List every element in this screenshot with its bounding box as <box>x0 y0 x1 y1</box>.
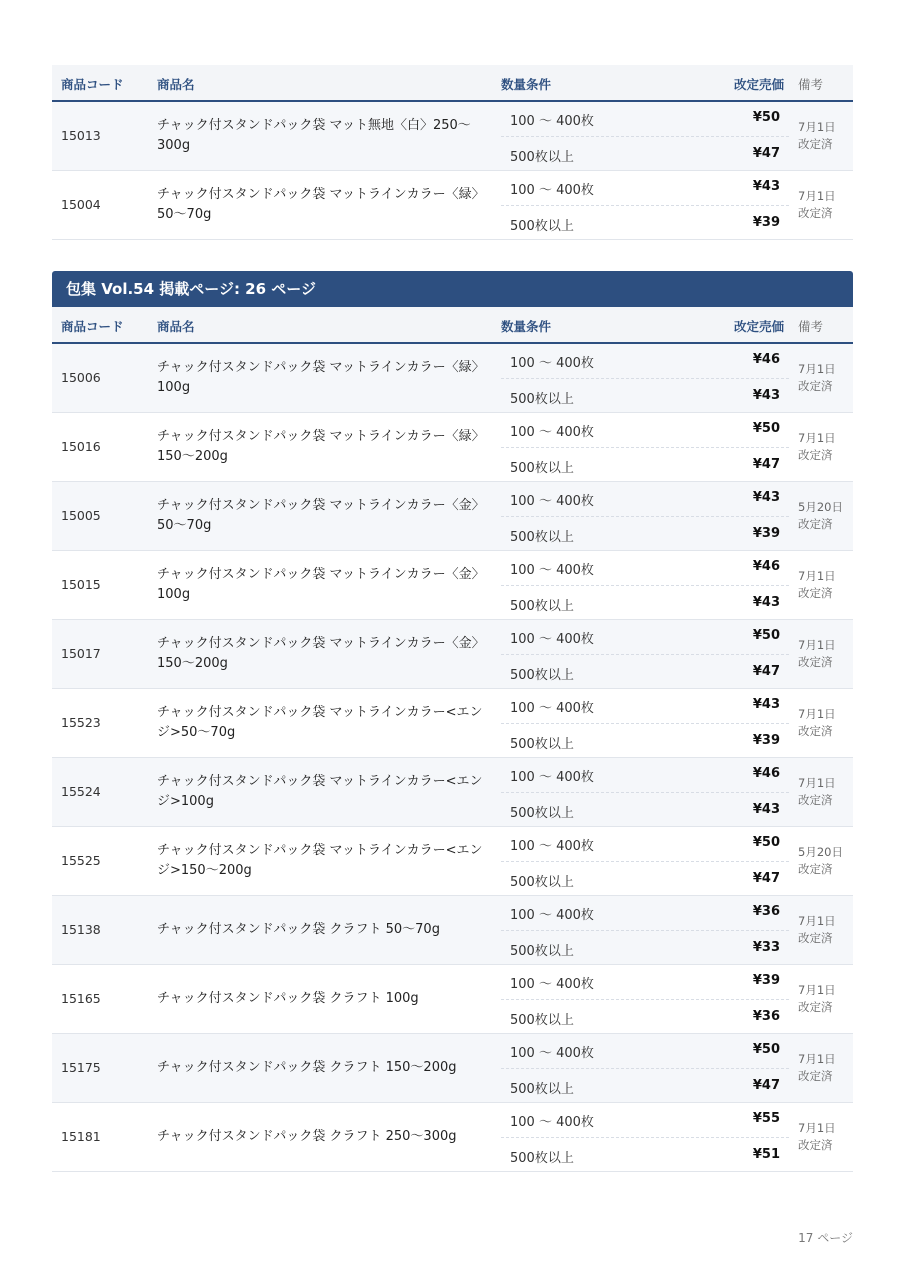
table-row <box>52 1103 853 1172</box>
product-code: 15016 <box>61 439 101 454</box>
revision-date: 7月1日 <box>798 569 836 583</box>
quantity-tier <box>501 482 789 517</box>
quantity-condition: 100 〜 400枚 <box>510 494 594 509</box>
quantity-tier <box>501 896 789 931</box>
revision-status: 改定済 <box>798 448 833 462</box>
table-row <box>52 689 853 758</box>
quantity-condition: 100 〜 400枚 <box>510 1046 594 1061</box>
revised-price: ¥33 <box>752 940 780 955</box>
quantity-condition: 100 〜 400枚 <box>510 1115 594 1130</box>
remarks <box>798 982 836 1016</box>
product-code: 15524 <box>61 784 101 799</box>
product-code: 15165 <box>61 991 101 1006</box>
revision-date: 7月1日 <box>798 638 836 652</box>
quantity-tier <box>501 1034 789 1069</box>
remarks <box>798 775 836 809</box>
quantity-tier <box>501 102 789 137</box>
product-name: チャック付スタンドパック袋 マットラインカラー〈金〉150〜200g <box>157 636 485 671</box>
quantity-condition: 500枚以上 <box>510 944 574 959</box>
revised-price: ¥36 <box>752 904 780 919</box>
product-code: 15006 <box>61 370 101 385</box>
quantity-tier <box>501 723 789 757</box>
remarks <box>798 568 836 602</box>
product-code: 15017 <box>61 646 101 661</box>
quantity-condition: 100 〜 400枚 <box>510 839 594 854</box>
revised-price: ¥43 <box>752 179 780 194</box>
remarks <box>798 913 836 947</box>
quantity-tier <box>501 171 789 206</box>
revised-price: ¥43 <box>752 595 780 610</box>
quantity-condition: 500枚以上 <box>510 392 574 407</box>
revision-status: 改定済 <box>798 724 833 738</box>
table-row <box>52 620 853 689</box>
revision-date: 7月1日 <box>798 914 836 928</box>
remarks <box>798 188 836 222</box>
column-header-price: 改定売価 <box>733 319 784 334</box>
product-name: チャック付スタンドパック袋 マットラインカラー〈金〉100g <box>157 567 485 602</box>
quantity-tier <box>501 447 789 481</box>
column-header-name: 商品名 <box>157 319 195 334</box>
quantity-condition: 100 〜 400枚 <box>510 977 594 992</box>
revision-date: 7月1日 <box>798 776 836 790</box>
product-name: チャック付スタンドパック袋 クラフト 50〜70g <box>157 922 440 937</box>
revised-price: ¥50 <box>752 628 780 643</box>
quantity-condition: 100 〜 400枚 <box>510 114 594 129</box>
quantity-tier <box>501 585 789 619</box>
revised-price: ¥43 <box>752 490 780 505</box>
quantity-condition: 500枚以上 <box>510 530 574 545</box>
quantity-tier <box>501 1137 789 1171</box>
product-code: 15523 <box>61 715 101 730</box>
column-header-qty: 数量条件 <box>501 319 552 334</box>
revised-price: ¥47 <box>752 1078 780 1093</box>
revised-price: ¥50 <box>752 835 780 850</box>
product-code: 15175 <box>61 1060 101 1075</box>
table-row <box>52 758 853 827</box>
product-code: 15013 <box>61 128 101 143</box>
revision-status: 改定済 <box>798 379 833 393</box>
table-column-header <box>52 65 853 102</box>
product-name: チャック付スタンドパック袋 マットラインカラー<エンジ>100g <box>157 774 483 809</box>
table-row <box>52 896 853 965</box>
table-body <box>52 344 853 1172</box>
remarks <box>798 1051 836 1085</box>
table-body <box>52 102 853 240</box>
quantity-condition: 500枚以上 <box>510 875 574 890</box>
quantity-tier <box>501 827 789 862</box>
revision-status: 改定済 <box>798 655 833 669</box>
product-code: 15005 <box>61 508 101 523</box>
revision-date: 5月20日 <box>798 500 843 514</box>
quantity-tier <box>501 344 789 379</box>
revision-status: 改定済 <box>798 1138 833 1152</box>
product-name: チャック付スタンドパック袋 マットラインカラー〈緑〉100g <box>157 360 485 395</box>
quantity-condition: 100 〜 400枚 <box>510 563 594 578</box>
quantity-condition: 100 〜 400枚 <box>510 632 594 647</box>
revised-price: ¥47 <box>752 871 780 886</box>
quantity-tier <box>501 413 789 448</box>
product-code: 15015 <box>61 577 101 592</box>
quantity-condition: 500枚以上 <box>510 150 574 165</box>
price-table-section <box>52 271 853 1172</box>
quantity-condition: 500枚以上 <box>510 806 574 821</box>
quantity-condition: 500枚以上 <box>510 1082 574 1097</box>
quantity-tier <box>501 136 789 170</box>
remarks <box>798 119 836 153</box>
revised-price: ¥39 <box>752 733 780 748</box>
quantity-condition: 100 〜 400枚 <box>510 183 594 198</box>
quantity-condition: 500枚以上 <box>510 1151 574 1166</box>
quantity-condition: 100 〜 400枚 <box>510 425 594 440</box>
column-header-note: 備考 <box>798 77 824 92</box>
revised-price: ¥46 <box>752 766 780 781</box>
quantity-tier <box>501 689 789 724</box>
revision-status: 改定済 <box>798 862 833 876</box>
revised-price: ¥46 <box>752 352 780 367</box>
revised-price: ¥47 <box>752 146 780 161</box>
revision-status: 改定済 <box>798 137 833 151</box>
table-column-header <box>52 307 853 344</box>
quantity-condition: 100 〜 400枚 <box>510 356 594 371</box>
revised-price: ¥36 <box>752 1009 780 1024</box>
quantity-tier <box>501 930 789 964</box>
revised-price: ¥39 <box>752 215 780 230</box>
table-row <box>52 1034 853 1103</box>
product-code: 15138 <box>61 922 101 937</box>
revision-date: 7月1日 <box>798 1121 836 1135</box>
quantity-tier <box>501 1103 789 1138</box>
quantity-condition: 100 〜 400枚 <box>510 701 594 716</box>
remarks <box>798 430 836 464</box>
product-code: 15181 <box>61 1129 101 1144</box>
price-table-continued <box>52 65 853 240</box>
product-name: チャック付スタンドパック袋 クラフト 100g <box>157 991 419 1006</box>
revised-price: ¥47 <box>752 457 780 472</box>
quantity-condition: 500枚以上 <box>510 461 574 476</box>
product-name: チャック付スタンドパック袋 マットラインカラー〈金〉50〜70g <box>157 498 485 533</box>
quantity-condition: 500枚以上 <box>510 737 574 752</box>
remarks <box>798 637 836 671</box>
quantity-tier <box>501 620 789 655</box>
revision-status: 改定済 <box>798 1069 833 1083</box>
table-row <box>52 551 853 620</box>
revised-price: ¥50 <box>752 421 780 436</box>
quantity-tier <box>501 205 789 239</box>
table-row <box>52 965 853 1034</box>
revised-price: ¥39 <box>752 526 780 541</box>
product-name: チャック付スタンドパック袋 マットラインカラー<エンジ>50〜70g <box>157 705 483 740</box>
revised-price: ¥51 <box>752 1147 780 1162</box>
quantity-condition: 500枚以上 <box>510 219 574 234</box>
column-header-qty: 数量条件 <box>501 77 552 92</box>
revision-date: 7月1日 <box>798 431 836 445</box>
quantity-tier <box>501 965 789 1000</box>
column-header-name: 商品名 <box>157 77 195 92</box>
product-name: チャック付スタンドパック袋 クラフト 150〜200g <box>157 1060 457 1075</box>
quantity-tier <box>501 792 789 826</box>
revision-date: 7月1日 <box>798 983 836 997</box>
quantity-tier <box>501 551 789 586</box>
column-header-code: 商品コード <box>61 319 124 334</box>
revised-price: ¥39 <box>752 973 780 988</box>
quantity-tier <box>501 378 789 412</box>
revised-price: ¥43 <box>752 388 780 403</box>
quantity-condition: 500枚以上 <box>510 599 574 614</box>
section-title: 包集 Vol.54 掲載ページ: 26 ページ <box>52 271 853 307</box>
page-number: 17 ページ <box>798 1231 853 1245</box>
revision-date: 7月1日 <box>798 189 836 203</box>
quantity-tier <box>501 999 789 1033</box>
table-row <box>52 413 853 482</box>
product-name: チャック付スタンドパック袋 マットラインカラー〈緑〉150〜200g <box>157 429 485 464</box>
quantity-condition: 100 〜 400枚 <box>510 770 594 785</box>
table-row <box>52 827 853 896</box>
remarks <box>798 1120 836 1154</box>
product-name: チャック付スタンドパック袋 マット無地〈白〉250〜300g <box>157 118 471 153</box>
remarks <box>798 844 843 878</box>
product-name: チャック付スタンドパック袋 マットラインカラー<エンジ>150〜200g <box>157 843 483 878</box>
quantity-condition: 500枚以上 <box>510 668 574 683</box>
quantity-tier <box>501 654 789 688</box>
revision-status: 改定済 <box>798 1000 833 1014</box>
revision-date: 7月1日 <box>798 362 836 376</box>
product-name: チャック付スタンドパック袋 クラフト 250〜300g <box>157 1129 457 1144</box>
table-row <box>52 171 853 240</box>
revision-status: 改定済 <box>798 793 833 807</box>
quantity-condition: 100 〜 400枚 <box>510 908 594 923</box>
revision-date: 7月1日 <box>798 1052 836 1066</box>
remarks <box>798 361 836 395</box>
remarks <box>798 499 843 533</box>
revised-price: ¥46 <box>752 559 780 574</box>
revision-status: 改定済 <box>798 586 833 600</box>
remarks <box>798 706 836 740</box>
quantity-tier <box>501 1068 789 1102</box>
product-code: 15525 <box>61 853 101 868</box>
revision-date: 7月1日 <box>798 707 836 721</box>
column-header-note: 備考 <box>798 319 824 334</box>
table-row <box>52 102 853 171</box>
revised-price: ¥43 <box>752 697 780 712</box>
revised-price: ¥50 <box>752 1042 780 1057</box>
product-code: 15004 <box>61 197 101 212</box>
revision-status: 改定済 <box>798 206 833 220</box>
revision-date: 5月20日 <box>798 845 843 859</box>
revision-status: 改定済 <box>798 517 833 531</box>
revision-status: 改定済 <box>798 931 833 945</box>
product-name: チャック付スタンドパック袋 マットラインカラー〈緑〉50〜70g <box>157 187 485 222</box>
table-row <box>52 482 853 551</box>
column-header-code: 商品コード <box>61 77 124 92</box>
quantity-tier <box>501 758 789 793</box>
revised-price: ¥50 <box>752 110 780 125</box>
quantity-tier <box>501 861 789 895</box>
revised-price: ¥43 <box>752 802 780 817</box>
column-header-price: 改定売価 <box>733 77 784 92</box>
table-row <box>52 344 853 413</box>
revised-price: ¥55 <box>752 1111 780 1126</box>
revision-date: 7月1日 <box>798 120 836 134</box>
quantity-condition: 500枚以上 <box>510 1013 574 1028</box>
revised-price: ¥47 <box>752 664 780 679</box>
quantity-tier <box>501 516 789 550</box>
